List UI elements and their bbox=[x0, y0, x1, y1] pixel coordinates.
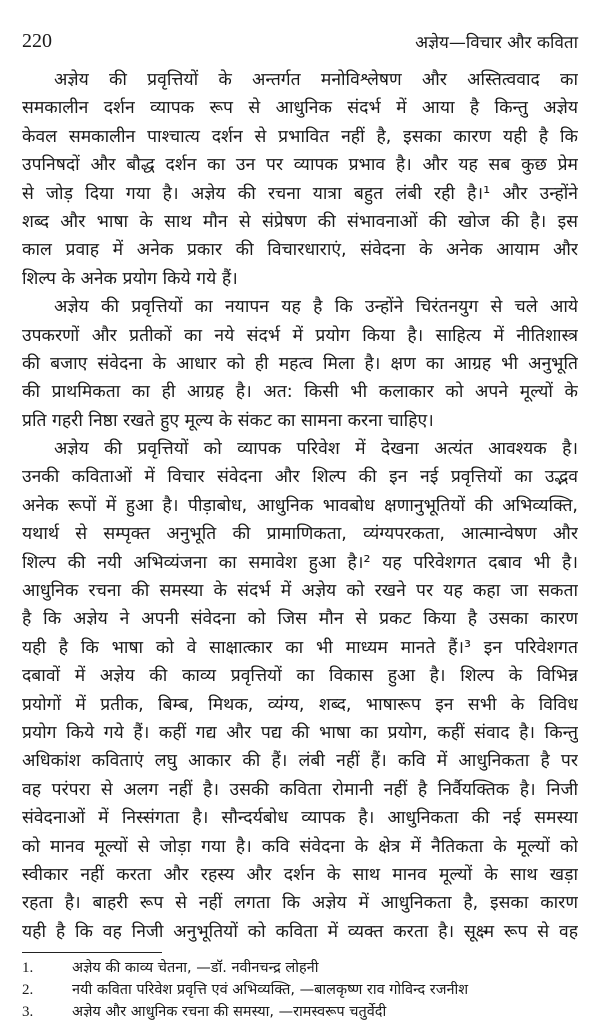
footnote-number: 3. bbox=[22, 1004, 34, 1020]
text-line: की प्राथमिकता का ही आग्रह है। अत: किसी भी कलाकार को अपने मूल्यों के bbox=[22, 382, 578, 403]
text-line: आधुनिक रचना की समस्या के संदर्भ में अज्ञेय को रखने पर यह कहा जा सकता bbox=[22, 581, 578, 602]
text-line: उनकी कविताओं में विचार संवेदना और शिल्प की इन नई प्रवृत्तियों का उद्भव bbox=[22, 467, 578, 488]
footnote-divider bbox=[22, 952, 162, 953]
text-line: स्वीकार नहीं करता और रहस्य और दर्शन के साथ मानव मूल्यों के साथ खड़ा bbox=[22, 864, 578, 885]
text-line: यही है कि वह निजी अनुभूतियों को कविता में व्यक्त करता है। सूक्ष्म रूप से वह bbox=[22, 921, 578, 942]
footnote-text: अज्ञेय की काव्य चेतना, —डॉ. नवीनचन्द्र लोहनी bbox=[72, 960, 319, 976]
text-line: उपनिषदों और बौद्ध दर्शन का उन पर व्यापक प्रभाव है। और यह सब कुछ प्रेम bbox=[22, 155, 578, 176]
text-line: दबावों में अज्ञेय की काव्य प्रवृत्तियों का विकास हुआ है। शिल्प के विभिन्न bbox=[22, 666, 578, 687]
text-line: प्रयोग किये गये हैं। कहीं गद्य और पद्य की भाषा का प्रयोग, कहीं संवाद है। किन्तु bbox=[22, 722, 578, 743]
text-line: अधिकांश कविताएं लघु आकार की हैं। लंबी नहीं हैं। कवि में आधुनिकता है पर bbox=[22, 751, 578, 772]
text-line: शिल्प के अनेक प्रयोग किये गये हैं। bbox=[22, 268, 238, 289]
text-line: काल प्रवाह में अनेक प्रकार की विचारधाराएं, संवेदना के अनेक आयाम और bbox=[22, 240, 578, 261]
text-line: है कि अज्ञेय ने अपनी संवेदना को जिस मौन से प्रकट किया है उसका कारण bbox=[22, 609, 578, 630]
text-line: शिल्प की नयी अभिव्यंजना का समावेश हुआ है।² यह परिवेशगत दबाव भी है। bbox=[22, 552, 578, 573]
text-line: की बजाए संवेदना के आधार को ही महत्व मिला है। क्षण का आग्रह भी अनुभूति bbox=[22, 353, 578, 374]
text-line: से जोड़ दिया गया है। अज्ञेय की रचना यात्रा बहुत लंबी रही है।¹ और उन्होंने bbox=[22, 183, 578, 204]
footnote-number: 1. bbox=[22, 960, 34, 976]
text-line: अज्ञेय की प्रवृत्तियों का नयापन यह है कि उन्होंने चिरंतनयुग से चले आये bbox=[54, 297, 578, 318]
text-line: शब्द और भाषा के साथ मौन से संप्रेषण की संभावनाओं की खोज की है। इस bbox=[22, 211, 578, 232]
text-line: यही है कि भाषा को वे साक्षात्कार का भी माध्यम मानते हैं।³ इन परिवेशगत bbox=[22, 637, 578, 658]
running-title: अज्ञेय—विचार और कविता bbox=[415, 33, 578, 53]
footnote-text: नयी कविता परिवेश प्रवृत्ति एवं अभिव्यक्ति, —बालकृष्ण राव गोविन्द रजनीश bbox=[72, 982, 469, 998]
text-line: उपकरणों और प्रतीकों का नये संदर्भ में प्रयोग किया है। साहित्य में नीतिशास्त्र bbox=[22, 325, 578, 346]
body-text bbox=[22, 66, 578, 946]
text-line: केवल समकालीन पाश्चात्य दर्शन से प्रभावित नहीं है, इसका कारण यही है कि bbox=[22, 126, 578, 147]
text-line: संवेदनाओं में निस्संगता है। सौन्दर्यबोध व्यापक है। आधुनिकता की नई समस्या bbox=[22, 808, 578, 829]
text-line: अज्ञेय की प्रवृत्तियों को व्यापक परिवेश में देखना अत्यंत आवश्यक है। bbox=[54, 439, 578, 460]
text-line: वह परंपरा से अलग नहीं है। उसकी कविता रोमानी नहीं है निर्वैयक्तिक है। निजी bbox=[22, 779, 578, 800]
paragraph bbox=[22, 435, 578, 946]
text-line: प्रयोगों में प्रतीक, बिम्ब, मिथक, व्यंग्य, शब्द, भाषारूप इन सभी के विविध bbox=[22, 694, 578, 715]
page-header bbox=[22, 30, 578, 56]
footnote-number: 2. bbox=[22, 982, 34, 998]
page-number: 220 bbox=[22, 30, 52, 52]
text-line: को मानव मूल्यों से जोड़ा गया है। कवि संवेदना के क्षेत्र में नैतिकता के मूल्यों को bbox=[22, 836, 578, 857]
text-line: प्रति गहरी निष्ठा रखते हुए मूल्य के संकट का सामना करना चाहिए। bbox=[22, 410, 434, 431]
paragraph bbox=[22, 293, 578, 435]
text-line: अनेक रूपों में हुआ है। पीड़ाबोध, आधुनिक भावबोध क्षणानुभूतियों की अभिव्यक्ति, bbox=[22, 495, 578, 516]
footnotes bbox=[22, 957, 578, 1023]
text-line: समकालीन दर्शन व्यापक रूप से आधुनिक संदर्भ में आया है किन्तु अज्ञेय bbox=[22, 98, 578, 119]
footnote bbox=[22, 979, 578, 1001]
text-line: अज्ञेय की प्रवृत्तियों के अन्तर्गत मनोविश्लेषण और अस्तित्ववाद का bbox=[54, 70, 578, 90]
text-line: रहता है। बाहरी रूप से नहीं लगता कि अज्ञेय में आधुनिकता है, इसका कारण bbox=[22, 893, 578, 914]
footnote-text: अज्ञेय और आधुनिक रचना की समस्या, —रामस्वरूप चतुर्वेदी bbox=[72, 1004, 387, 1020]
footnote bbox=[22, 1001, 578, 1023]
footnote bbox=[22, 957, 578, 979]
paragraph bbox=[22, 66, 578, 293]
text-line: यथार्थ से सम्पृक्त अनुभूति की प्रामाणिकता, व्यंग्यपरकता, आत्मान्वेषण और bbox=[22, 524, 578, 545]
